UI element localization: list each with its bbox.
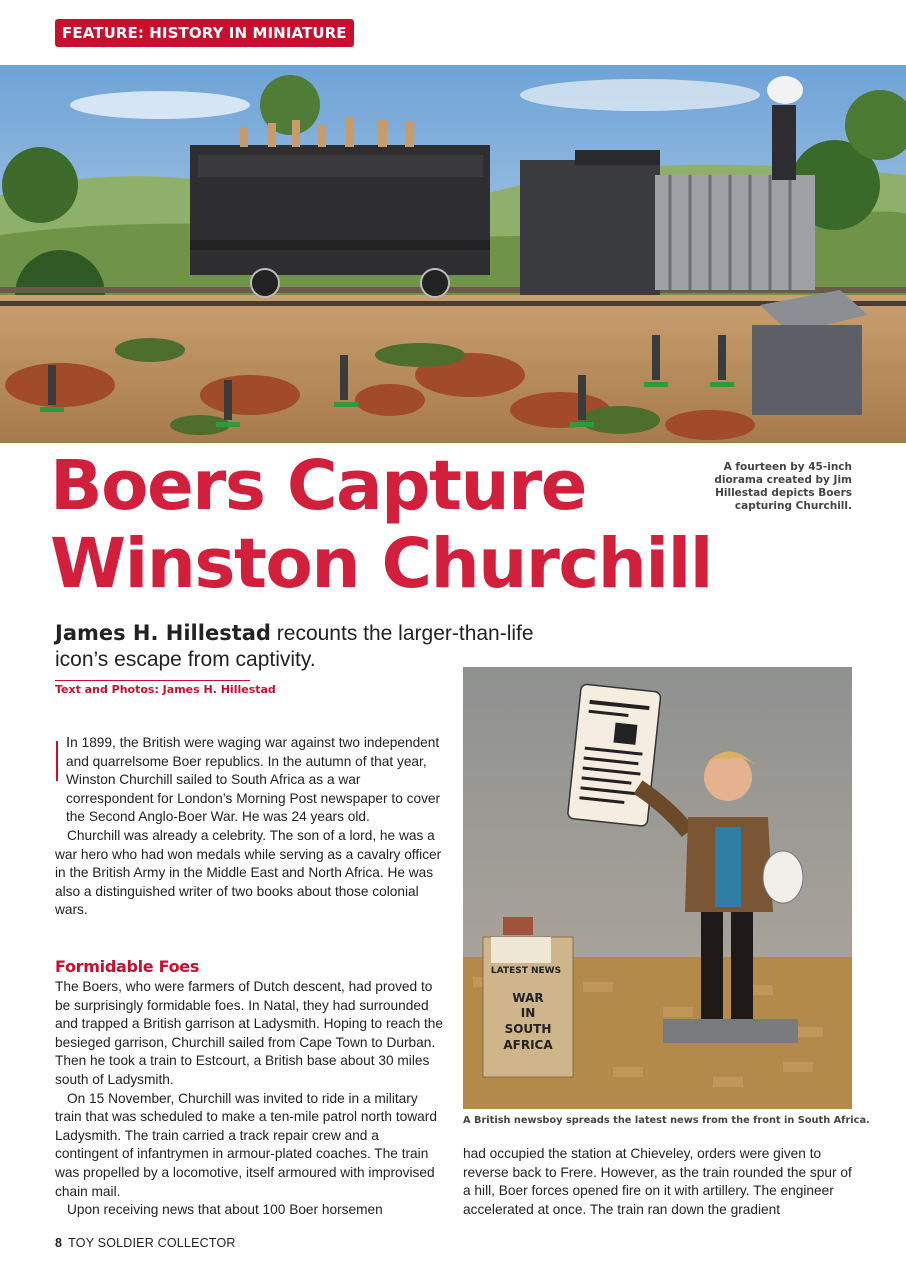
section-tag: FEATURE: HISTORY IN MINIATURE — [55, 19, 354, 47]
body-paragraph-5: Upon receiving news that about 100 Boer horsemen — [67, 1202, 383, 1218]
body-paragraph-2: Churchill was already a celebrity. The son of a lord, he was a war hero who had won medals while serving as a cavalry officer in the British Army in the Middle East and North Africa. He was also a distinguished writer of two books about those colonial wars. — [55, 827, 442, 918]
headline-line-1: Boers Capture — [50, 446, 586, 526]
standfirst-author: James H. Hillestad — [55, 621, 271, 645]
body-paragraph-1 — [55, 734, 445, 827]
body-paragraph-1-text: n 1899, the British were waging war against two independent and quarrelsome Boer republics. In the autumn of that year, Winston Churchill sailed to South Africa as a war correspondent for London’s Morning Post newspaper to cover the Second Anglo-Boer War. He was 24 years old. — [66, 735, 441, 825]
body-column-1-bottom — [55, 978, 445, 1220]
sign-war: WAR — [512, 991, 544, 1005]
sign-africa: AFRICA — [503, 1038, 553, 1052]
sign-south: SOUTH — [504, 1022, 552, 1036]
body-column-1-top — [55, 734, 445, 920]
headline — [50, 448, 770, 604]
hero-photo — [0, 65, 906, 443]
body-column-2 — [463, 1145, 859, 1219]
byline: Text and Photos: James H. Hillestad — [55, 683, 276, 696]
standfirst — [55, 620, 575, 674]
newsboy-caption: A British newsboy spreads the latest news from the front in South Africa. — [463, 1115, 870, 1126]
standfirst-text: recounts the larger-than-life icon’s escape from captivity. — [55, 622, 534, 672]
magazine-title: TOY SOLDIER COLLECTOR — [68, 1236, 236, 1250]
sign-in: IN — [520, 1006, 536, 1020]
body-paragraph-6: had occupied the station at Chieveley, orders were given to reverse back to Frere. However, as the train rounded the spur of a hill, Boer forces opened fire on it with artillery. The engineer accelerated at once. The train ran down the gradient — [463, 1146, 852, 1217]
byline-rule — [55, 680, 250, 681]
hero-diorama-illustration — [0, 65, 906, 443]
subhead-formidable-foes: Formidable Foes — [55, 957, 200, 976]
page-number: 8 — [55, 1236, 63, 1250]
headline-line-2: Winston Churchill — [50, 523, 712, 604]
body-paragraph-3: The Boers, who were farmers of Dutch descent, had proved to be surprisingly formidable foes. In Natal, they had surrounded and trapped a British garrison at Ladysmith. Hoping to reach the besieged garrison, Churchill sailed from Cape Town to Durban. Then he took a train to Estcourt, a British base about 30 miles south of Ladysmith. — [55, 979, 444, 1087]
hero-caption: A fourteen by 45-inch diorama created by Jim Hillestad depicts Boers capturing Churchill. — [714, 461, 852, 513]
sign-latest-news: LATEST NEWS — [490, 966, 562, 976]
newsboy-photo — [463, 667, 852, 1109]
body-paragraph-4: On 15 November, Churchill was invited to ride in a military train that was scheduled to make a ten-mile patrol north toward Ladysmith. The train carried a track repair crew and a contingent of infantrymen in armour-plated coaches. The train was propelled by a locomotive, itself armoured with improvised chain mail. — [55, 1090, 437, 1199]
page-folio — [55, 1236, 236, 1251]
newsboy-illustration — [463, 667, 852, 1109]
dropcap-initial: I — [66, 734, 71, 751]
